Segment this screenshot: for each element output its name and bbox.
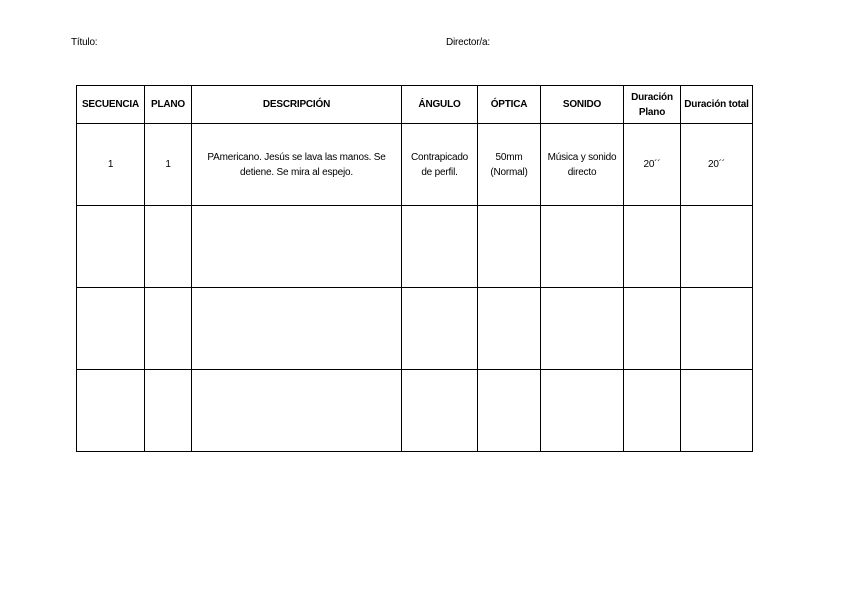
- cell-angulo: [402, 206, 478, 288]
- director-label: Director/a:: [446, 37, 490, 48]
- cell-optica: [478, 206, 541, 288]
- cell-sonido: [541, 288, 624, 370]
- title-label: Título:: [71, 37, 98, 48]
- column-header-descripcion: DESCRIPCIÓN: [192, 86, 402, 124]
- column-header-duracion-plano: Duración Plano: [624, 86, 681, 124]
- cell-secuencia: [77, 370, 145, 452]
- cell-plano: [145, 206, 192, 288]
- cell-optica: 50mm (Normal): [478, 124, 541, 206]
- cell-duracion-plano: [624, 370, 681, 452]
- cell-descripcion: PAmericano. Jesús se lava las manos. Se detiene. Se mira al espejo.: [192, 124, 402, 206]
- cell-plano: 1: [145, 124, 192, 206]
- cell-descripcion: [192, 288, 402, 370]
- cell-secuencia: 1: [77, 124, 145, 206]
- cell-angulo: Contrapicado de perfil.: [402, 124, 478, 206]
- cell-duracion-total: [681, 288, 753, 370]
- cell-plano: [145, 370, 192, 452]
- cell-duracion-total: [681, 370, 753, 452]
- cell-optica: [478, 288, 541, 370]
- column-header-angulo: ÁNGULO: [402, 86, 478, 124]
- cell-duracion-total: 20´´: [681, 124, 753, 206]
- cell-sonido: [541, 370, 624, 452]
- cell-optica: [478, 370, 541, 452]
- table-row: [77, 370, 753, 452]
- cell-descripcion: [192, 370, 402, 452]
- table-header-row: [77, 86, 753, 124]
- cell-duracion-plano: [624, 206, 681, 288]
- cell-duracion-total: [681, 206, 753, 288]
- cell-angulo: [402, 370, 478, 452]
- storyboard-table: [76, 85, 753, 452]
- table-row: [77, 124, 753, 206]
- column-header-duracion-total: Duración total: [681, 86, 753, 124]
- column-header-sonido: SONIDO: [541, 86, 624, 124]
- cell-duracion-plano: [624, 288, 681, 370]
- cell-secuencia: [77, 288, 145, 370]
- table-row: [77, 288, 753, 370]
- column-header-optica: ÓPTICA: [478, 86, 541, 124]
- cell-duracion-plano: 20´´: [624, 124, 681, 206]
- cell-sonido: [541, 206, 624, 288]
- table-row: [77, 206, 753, 288]
- cell-angulo: [402, 288, 478, 370]
- column-header-plano: PLANO: [145, 86, 192, 124]
- cell-plano: [145, 288, 192, 370]
- column-header-secuencia: SECUENCIA: [77, 86, 145, 124]
- cell-descripcion: [192, 206, 402, 288]
- cell-secuencia: [77, 206, 145, 288]
- cell-sonido: Música y sonido directo: [541, 124, 624, 206]
